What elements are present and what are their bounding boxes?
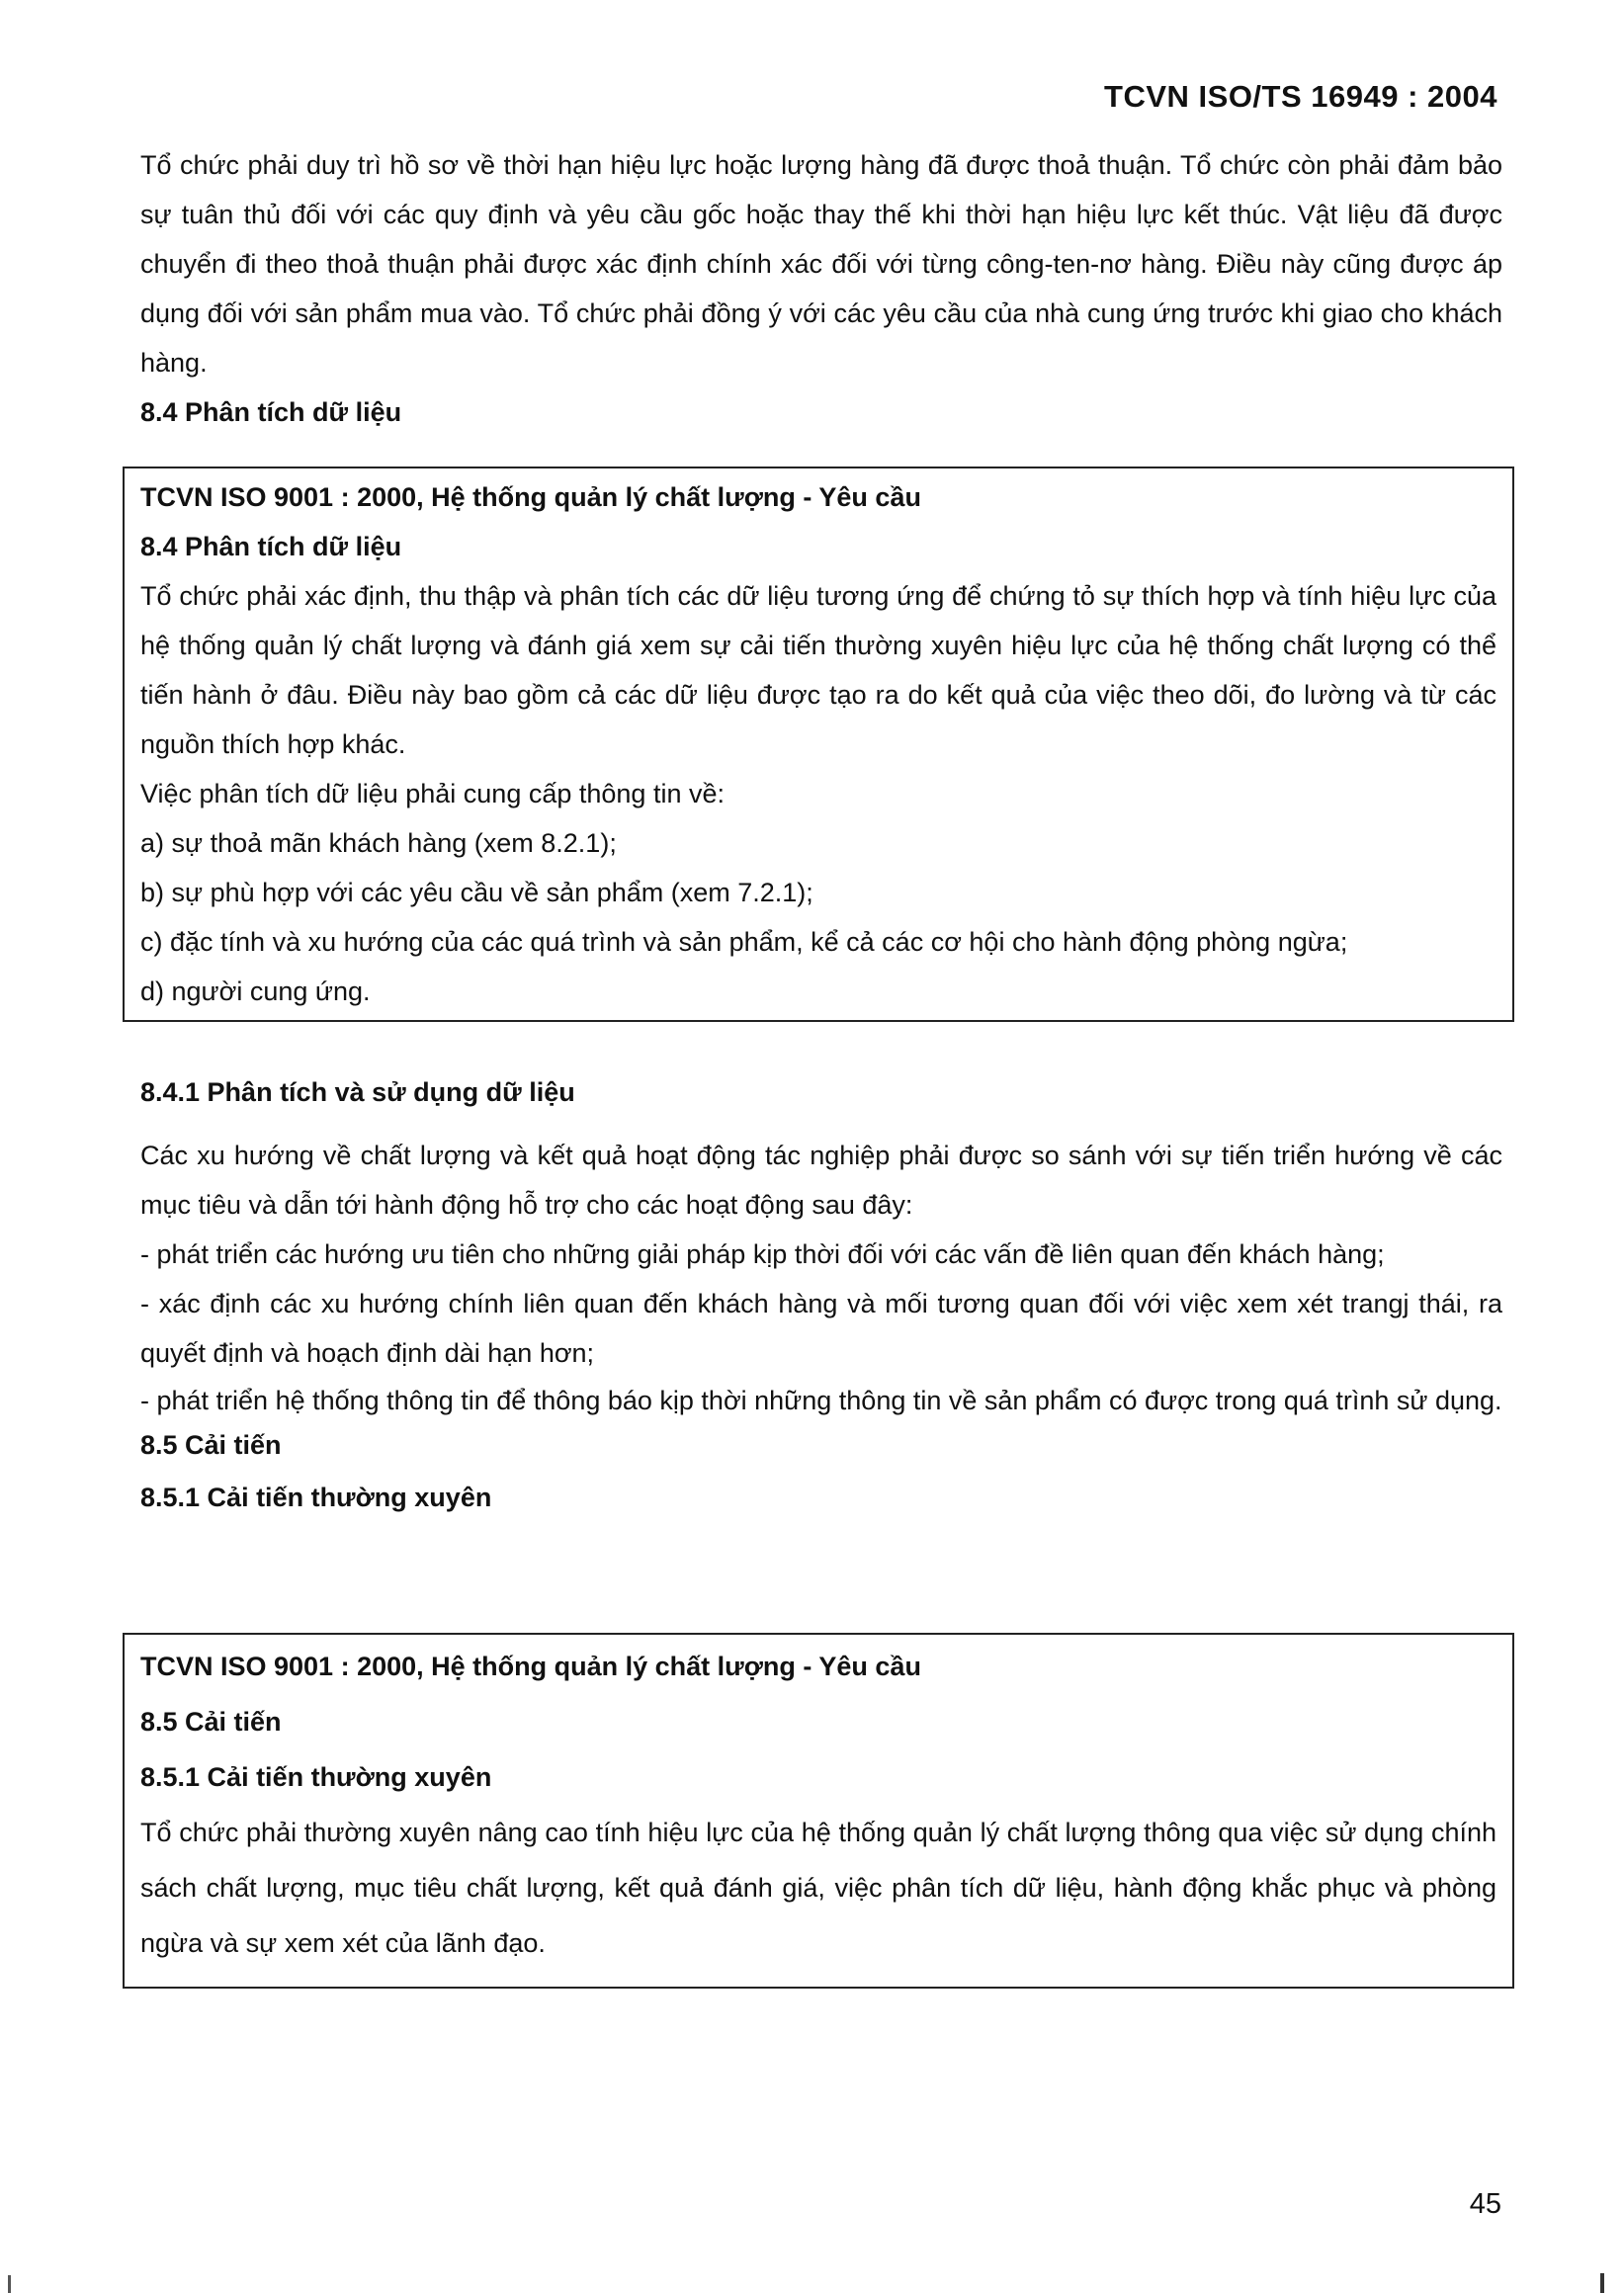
- page-number: 45: [1469, 2188, 1501, 2220]
- section-8-5-heading: 8.5 Cải tiến: [140, 1430, 282, 1460]
- iso9001-box-8-5: [123, 1633, 1514, 1989]
- intro-paragraph: Tổ chức phải duy trì hồ sơ về thời hạn hiệu lực hoặc lượng hàng đã được thoả thuận. Tổ chức còn phải đảm bảo sự tuân thủ đối với các quy định và yêu cầu gốc hoặc thay thế khi thời hạn hiệu lực kết thúc. Vật liệu đã được chuyển đi theo thoả thuận phải được xác định chính xác đối với từng công-ten-nơ hàng. Điều này cũng được áp dụng đối với sản phẩm mua vào. Tổ chức phải đồng ý với các yêu cầu của nhà cung ứng trước khi giao cho khách hàng.: [140, 150, 1502, 378]
- section-8-4-1-bullet: - phát triển các hướng ưu tiên cho những giải pháp kịp thời đối với các vấn đề liên quan đến khách hàng;: [140, 1239, 1385, 1269]
- scan-edge-mark: [8, 2275, 11, 2293]
- section-8-4-heading: 8.4 Phân tích dữ liệu: [140, 397, 402, 427]
- box1-list-item: a) sự thoả mãn khách hàng (xem 8.2.1);: [140, 828, 617, 858]
- box1-title: TCVN ISO 9001 : 2000, Hệ thống quản lý chất lượng - Yêu cầu: [140, 482, 921, 512]
- box1-list-item: d) người cung ứng.: [140, 977, 371, 1006]
- section-8-4-1-bullet: - xác định các xu hướng chính liên quan đến khách hàng và mối tương quan đối với việc xem xét trangj thái, ra quyết định và hoạch định dài hạn hơn;: [140, 1289, 1502, 1368]
- section-8-5-1-heading: 8.5.1 Cải tiến thường xuyên: [140, 1483, 492, 1512]
- box1-list-intro: Việc phân tích dữ liệu phải cung cấp thông tin về:: [140, 779, 725, 808]
- iso9001-box-8-4: [123, 467, 1514, 1022]
- box2-subheading: 8.5.1 Cải tiến thường xuyên: [140, 1762, 492, 1792]
- section-8-4-1-paragraph: Các xu hướng về chất lượng và kết quả hoạt động tác nghiệp phải được so sánh với sự tiến triển hướng về các mục tiêu và dẫn tới hành động hỗ trợ cho các hoạt động sau đây:: [140, 1141, 1502, 1220]
- box2-paragraph: Tổ chức phải thường xuyên nâng cao tính hiệu lực của hệ thống quản lý chất lượng thông qua việc sử dụng chính sách chất lượng, mục tiêu chất lượng, kết quả đánh giá, việc phân tích dữ liệu, hành động khắc phục và phòng ngừa và sự xem xét của lãnh đạo.: [140, 1818, 1496, 1958]
- box1-subheading: 8.4 Phân tích dữ liệu: [140, 532, 402, 561]
- box1-list-item: b) sự phù hợp với các yêu cầu về sản phẩm (xem 7.2.1);: [140, 878, 813, 907]
- box1-list-item: c) đặc tính và xu hướng của các quá trình và sản phẩm, kể cả các cơ hội cho hành động phòng ngừa;: [140, 927, 1348, 957]
- section-8-4-1-heading: 8.4.1 Phân tích và sử dụng dữ liệu: [140, 1077, 575, 1107]
- intro-paragraph-block: [140, 140, 1502, 437]
- box2-title: TCVN ISO 9001 : 2000, Hệ thống quản lý chất lượng - Yêu cầu: [140, 1652, 921, 1681]
- section-8-4-1-bullet: - phát triển hệ thống thông tin để thông báo kịp thời những thông tin về sản phẩm có được trong quá trình sử dụng.: [140, 1386, 1502, 1415]
- document-header: TCVN ISO/TS 16949 : 2004: [1104, 79, 1497, 114]
- box2-subheading: 8.5 Cải tiến: [140, 1707, 282, 1737]
- section-8-4-1-block: [140, 1067, 1502, 1528]
- box1-paragraph: Tổ chức phải xác định, thu thập và phân tích các dữ liệu tương ứng để chứng tỏ sự thích hợp và tính hiệu lực của hệ thống quản lý chất lượng và đánh giá xem sự cải tiến thường xuyên hiệu lực của hệ thống chất lượng có thể tiến hành ở đâu. Điều này bao gồm cả các dữ liệu được tạo ra do kết quả của việc theo dõi, đo lường và từ các nguồn thích hợp khác.: [140, 581, 1496, 759]
- scan-edge-mark: [1600, 2273, 1604, 2293]
